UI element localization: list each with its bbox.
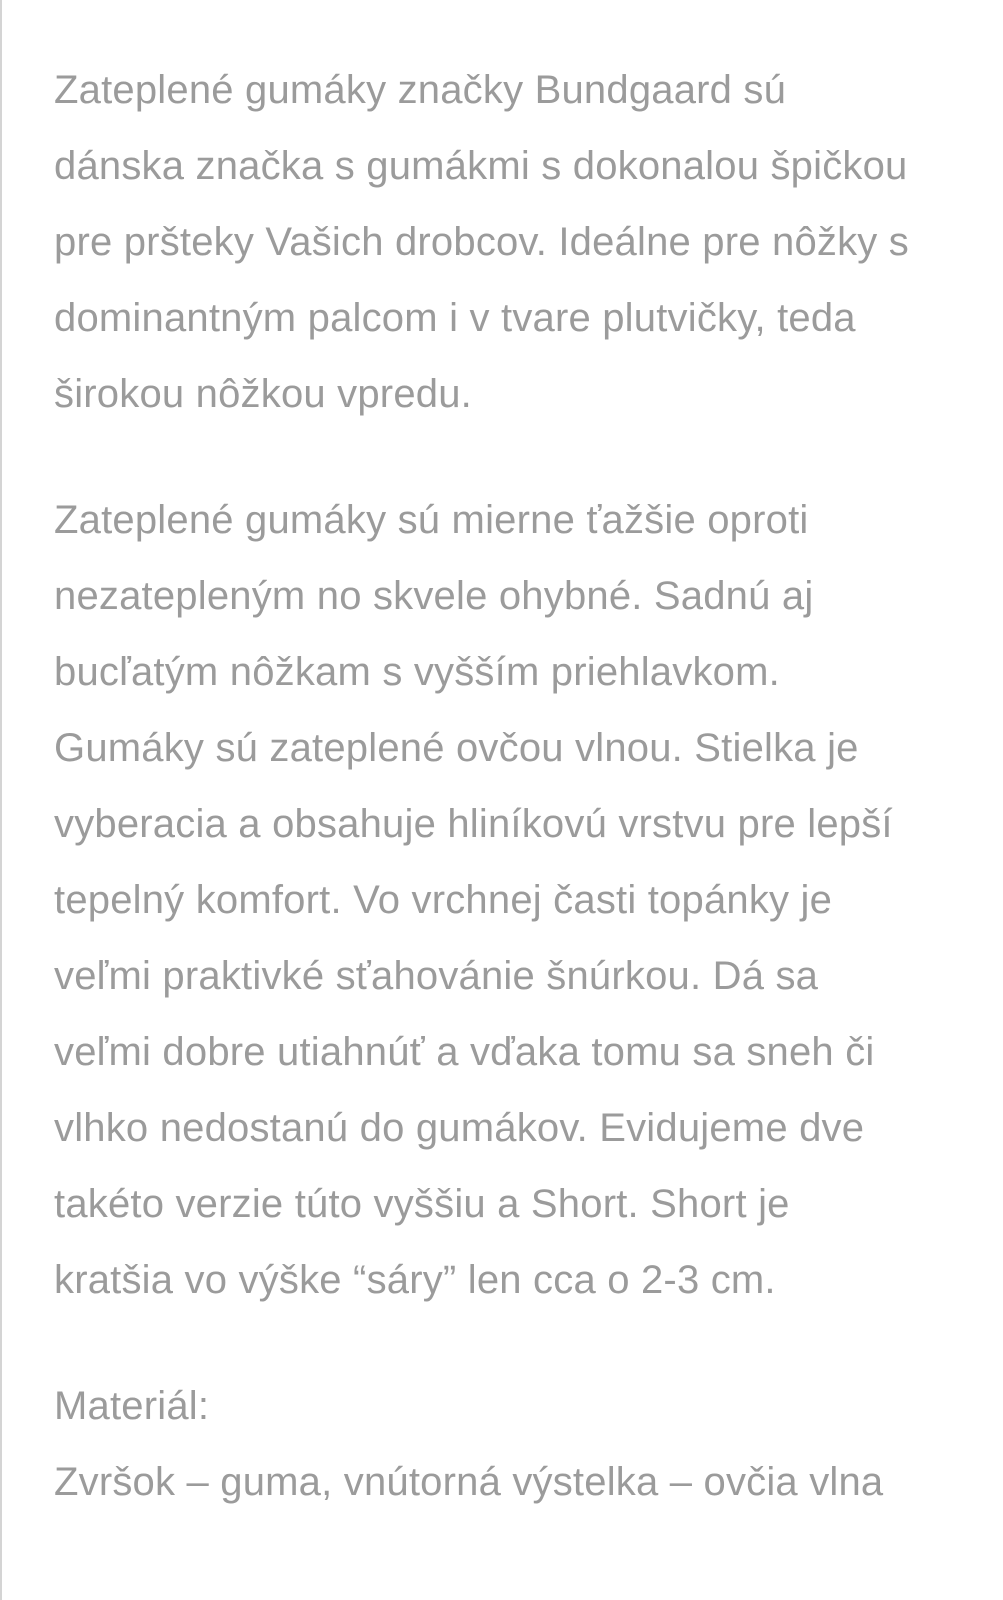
text-line: nezatepleným no skvele ohybné. Sadnú aj bbox=[54, 574, 814, 618]
description-paragraph-details bbox=[54, 482, 955, 1318]
text-line: Zateplené gumáky značky Bundgaard sú bbox=[54, 68, 787, 112]
text-line: Gumáky sú zateplené ovčou vlnou. Stielka je bbox=[54, 726, 859, 770]
text-line: kratšia vo výške “sáry” len cca o 2-3 cm. bbox=[54, 1258, 776, 1302]
text-line: bucľatým nôžkam s vyšším priehlavkom. bbox=[54, 650, 780, 694]
text-line: dominantným palcom i v tvare plutvičky, teda bbox=[54, 296, 856, 340]
description-paragraph-intro bbox=[54, 52, 955, 432]
description-paragraph-material bbox=[54, 1368, 955, 1520]
text-line: širokou nôžkou vpredu. bbox=[54, 372, 472, 416]
text-line: vyberacia a obsahuje hliníkovú vrstvu pre lepší bbox=[54, 802, 893, 846]
text-line: Zateplené gumáky sú mierne ťažšie oproti bbox=[54, 498, 809, 542]
text-line: vlhko nedostanú do gumákov. Evidujeme dve bbox=[54, 1106, 865, 1150]
text-line: Zvršok – guma, vnútorná výstelka – ovčia vlna bbox=[54, 1460, 884, 1504]
text-line: takéto verzie túto vyššiu a Short. Short je bbox=[54, 1182, 790, 1226]
material-heading: Materiál: bbox=[54, 1384, 210, 1428]
text-line: pre pršteky Vašich drobcov. Ideálne pre nôžky s bbox=[54, 220, 910, 264]
text-line: veľmi praktivké sťahovánie šnúrkou. Dá sa bbox=[54, 954, 819, 998]
text-line: veľmi dobre utiahnúť a vďaka tomu sa sneh či bbox=[54, 1030, 875, 1074]
text-line: dánska značka s gumákmi s dokonalou špičkou bbox=[54, 144, 908, 188]
text-line: tepelný komfort. Vo vrchnej časti topánky je bbox=[54, 878, 833, 922]
